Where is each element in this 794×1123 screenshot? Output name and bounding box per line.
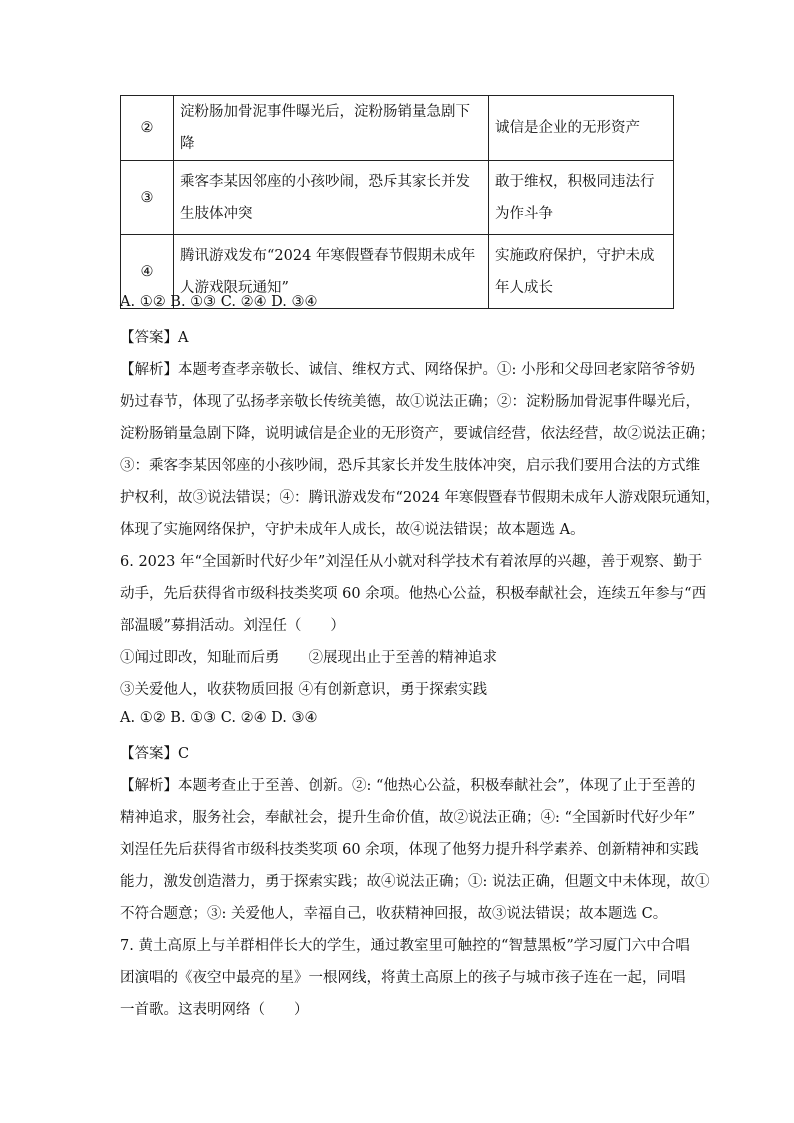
q6-choices-line: ①闻过即改，知耻而后勇 ②展现出止于至善的精神追求 bbox=[120, 650, 497, 666]
viewpoint-cell: 敢于维权，积极同违法行为作斗争 bbox=[489, 161, 674, 235]
q6-analysis-line: 精神追求，服务社会，奉献社会，提升生命价值，故②说法正确；④: “全国新时代好少年” bbox=[120, 810, 696, 826]
q6-answer: 【答案】C bbox=[120, 746, 190, 762]
event-cell: 乘客李某因邻座的小孩吵闹，恐斥其家长并发生肢体冲突 bbox=[174, 161, 489, 235]
q7-stem-line: 7. 黄土高原上与羊群相伴长大的学生，通过教室里可触控的“智慧黑板”学习厦门六中合唱 bbox=[120, 938, 690, 954]
q5-analysis-line: ③：乘客李某因邻座的小孩吵闹，恐斥其家长并发生肢体冲突，启示我们要用合法的方式维 bbox=[120, 458, 700, 474]
viewpoint-cell: 实施政府保护，守护未成年人成长 bbox=[489, 235, 674, 309]
q6-options: A. ①② B. ①③ C. ②④ D. ③④ bbox=[120, 710, 318, 726]
q5-analysis-line: 【解析】本题考查孝亲敬长、诚信、维权方式、网络保护。①: 小彤和父母回老家陪爷爷奶 bbox=[120, 362, 695, 378]
q6-analysis-line: 【解析】本题考查止于至善、创新。②: “他热心公益，积极奉献社会”，体现了止于至善的 bbox=[120, 778, 696, 794]
q5-analysis-line: 体现了实施网络保护，守护未成年人成长，故④说法错误；故本题选 A。 bbox=[120, 522, 585, 538]
event-cell: 淀粉肠加骨泥事件曝光后，淀粉肠销量急剧下降 bbox=[174, 96, 489, 161]
q6-stem-line: 动手，先后获得省市级科技类奖项 60 余项。他热心公益，积极奉献社会，连续五年参与“西 bbox=[120, 586, 707, 602]
q6-analysis-line: 刘浧任先后获得省市级科技类奖项 60 余项，体现了他努力提升科学素养、创新精神和实践 bbox=[120, 842, 699, 858]
q5-analysis-line: 护权利，故③说法错误；④：腾讯游戏发布“2024 年寒假暨春节假期未成年人游戏限玩通知， bbox=[120, 490, 720, 506]
q5-options: A. ①② B. ①③ C. ②④ D. ③④ bbox=[120, 294, 318, 310]
row-number: ③ bbox=[121, 161, 174, 235]
q5-analysis-line: 淀粉肠销量急剧下降，说明诚信是企业的无形资产，要诚信经营，依法经营，故②说法正确； bbox=[120, 426, 715, 442]
q5-answer: 【答案】A bbox=[120, 330, 189, 346]
row-number: ② bbox=[121, 96, 174, 161]
row-number: ④ bbox=[121, 235, 174, 309]
q6-stem-line: 部温暖”募捐活动。刘浧任（ ） bbox=[120, 618, 345, 634]
table-row bbox=[121, 96, 674, 161]
q7-stem-line: 一首歌。这表明网络（ ） bbox=[120, 1002, 309, 1018]
table-row bbox=[121, 161, 674, 235]
q6-analysis-line: 能力，激发创造潜力，勇于探索实践；故④说法正确；①: 说法正确，但题文中未体现，故① bbox=[120, 874, 710, 890]
event-cell: 腾讯游戏发布“2024 年寒假暨春节假期未成年人游戏限玩通知” bbox=[174, 235, 489, 309]
q6-choices-line: ③关爱他人，收获物质回报 ④有创新意识，勇于探索实践 bbox=[120, 682, 488, 698]
q5-analysis-line: 奶过春节，体现了弘扬孝亲敬长传统美德，故①说法正确；②：淀粉肠加骨泥事件曝光后， bbox=[120, 394, 700, 410]
viewpoint-cell: 诚信是企业的无形资产 bbox=[489, 96, 674, 161]
q7-stem-line: 团演唱的《夜空中最亮的星》一根网线，将黄土高原上的孩子与城市孩子连在一起，同唱 bbox=[120, 970, 686, 986]
question-5-table bbox=[120, 95, 674, 309]
q6-stem-line: 6. 2023 年“全国新时代好少年”刘浧任从小就对科学技术有着浓厚的兴趣，善于观察、勤于 bbox=[120, 554, 703, 570]
q6-analysis-line: 不符合题意；③: 关爱他人，幸福自己，收获精神回报，故③说法错误；故本题选 C。 bbox=[120, 906, 668, 922]
